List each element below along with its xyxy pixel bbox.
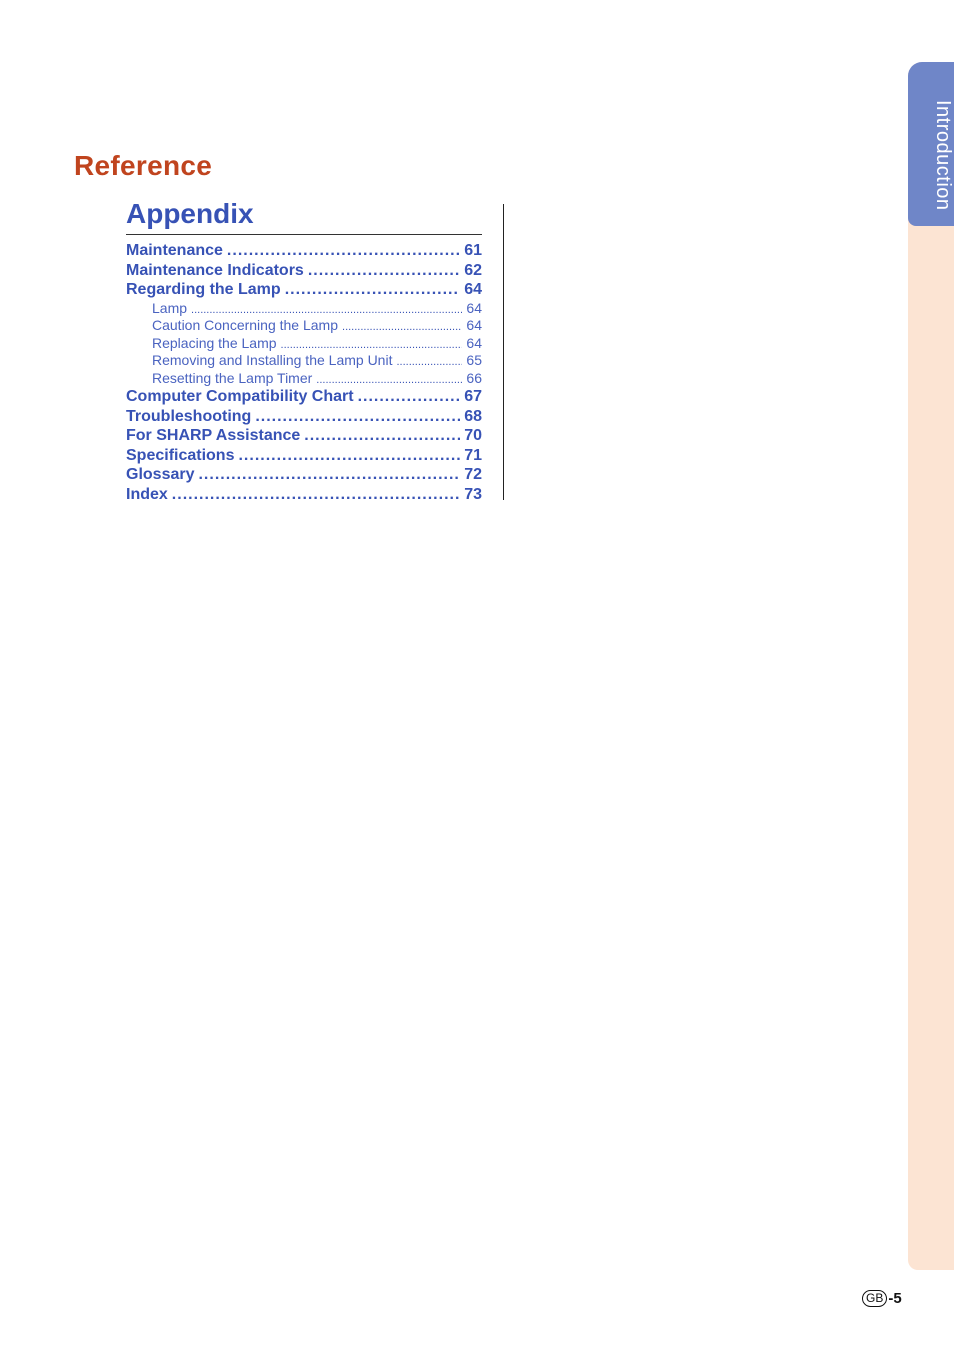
toc-entry-label: Removing and Installing the Lamp Unit <box>152 352 393 368</box>
dot-leader <box>285 280 461 300</box>
toc-subentry[interactable] <box>126 300 482 318</box>
dot-leader <box>304 426 460 446</box>
toc-list <box>126 241 482 504</box>
toc-entry-label: Maintenance Indicators <box>126 261 304 279</box>
dot-leader <box>238 446 460 466</box>
toc-entry-label: Troubleshooting <box>126 407 252 425</box>
toc-entry-page: 64 <box>466 317 482 333</box>
toc-entry[interactable] <box>126 446 482 466</box>
toc-entry[interactable] <box>126 280 482 300</box>
toc-heading: Appendix <box>126 196 482 235</box>
toc-subentry[interactable] <box>126 370 482 388</box>
page-number: -5 <box>888 1290 902 1307</box>
toc-entry-page: 71 <box>464 446 482 464</box>
toc-entry-label: For SHARP Assistance <box>126 427 301 444</box>
toc-entry-page: 61 <box>464 242 482 259</box>
toc-entry-label: Replacing the Lamp <box>152 334 277 351</box>
table-of-contents <box>126 196 482 504</box>
toc-entry-page: 72 <box>464 466 482 483</box>
toc-entry-page: 70 <box>464 427 482 444</box>
column-divider <box>503 204 504 500</box>
toc-entry-label: Specifications <box>126 446 235 464</box>
dot-leader <box>255 407 460 427</box>
dot-leader <box>308 261 460 281</box>
toc-subentry[interactable] <box>126 335 482 353</box>
dot-leader <box>227 241 460 261</box>
toc-entry-label: Computer Compatibility Chart <box>126 388 354 405</box>
toc-entry-page: 64 <box>466 299 482 316</box>
dot-leader <box>396 354 462 372</box>
dot-leader <box>358 387 461 407</box>
toc-entry-label: Caution Concerning the Lamp <box>152 317 339 333</box>
side-color-strip <box>908 62 954 1270</box>
side-tab-label: Introduction <box>932 99 954 211</box>
toc-entry-label: Resetting the Lamp Timer <box>152 369 313 386</box>
toc-entry[interactable] <box>126 387 482 407</box>
dot-leader <box>342 319 462 337</box>
toc-entry-page: 62 <box>464 261 482 279</box>
toc-entry-page: 64 <box>464 281 482 298</box>
dot-leader <box>198 465 460 485</box>
region-badge: GB <box>862 1290 887 1307</box>
toc-subentry[interactable] <box>126 352 482 370</box>
dot-leader <box>172 485 460 505</box>
toc-entry[interactable] <box>126 261 482 281</box>
toc-entry[interactable] <box>126 407 482 427</box>
toc-entry-label: Glossary <box>126 466 195 483</box>
toc-entry-label: Index <box>126 485 168 503</box>
toc-entry[interactable] <box>126 241 482 261</box>
toc-entry-page: 64 <box>466 334 482 351</box>
section-title: Reference <box>74 150 213 181</box>
toc-entry-label: Regarding the Lamp <box>126 281 281 298</box>
toc-subentry[interactable] <box>126 317 482 335</box>
toc-entry[interactable] <box>126 485 482 505</box>
page-footer <box>862 1290 902 1307</box>
toc-entry[interactable] <box>126 426 482 446</box>
toc-entry-page: 66 <box>466 369 482 386</box>
toc-entry-label: Lamp <box>152 299 188 316</box>
toc-entry-page: 67 <box>464 388 482 405</box>
toc-entry-label: Maintenance <box>126 242 223 259</box>
toc-entry[interactable] <box>126 465 482 485</box>
toc-entry-page: 73 <box>464 485 482 503</box>
toc-entry-page: 68 <box>464 407 482 425</box>
toc-entry-page: 65 <box>466 352 482 368</box>
